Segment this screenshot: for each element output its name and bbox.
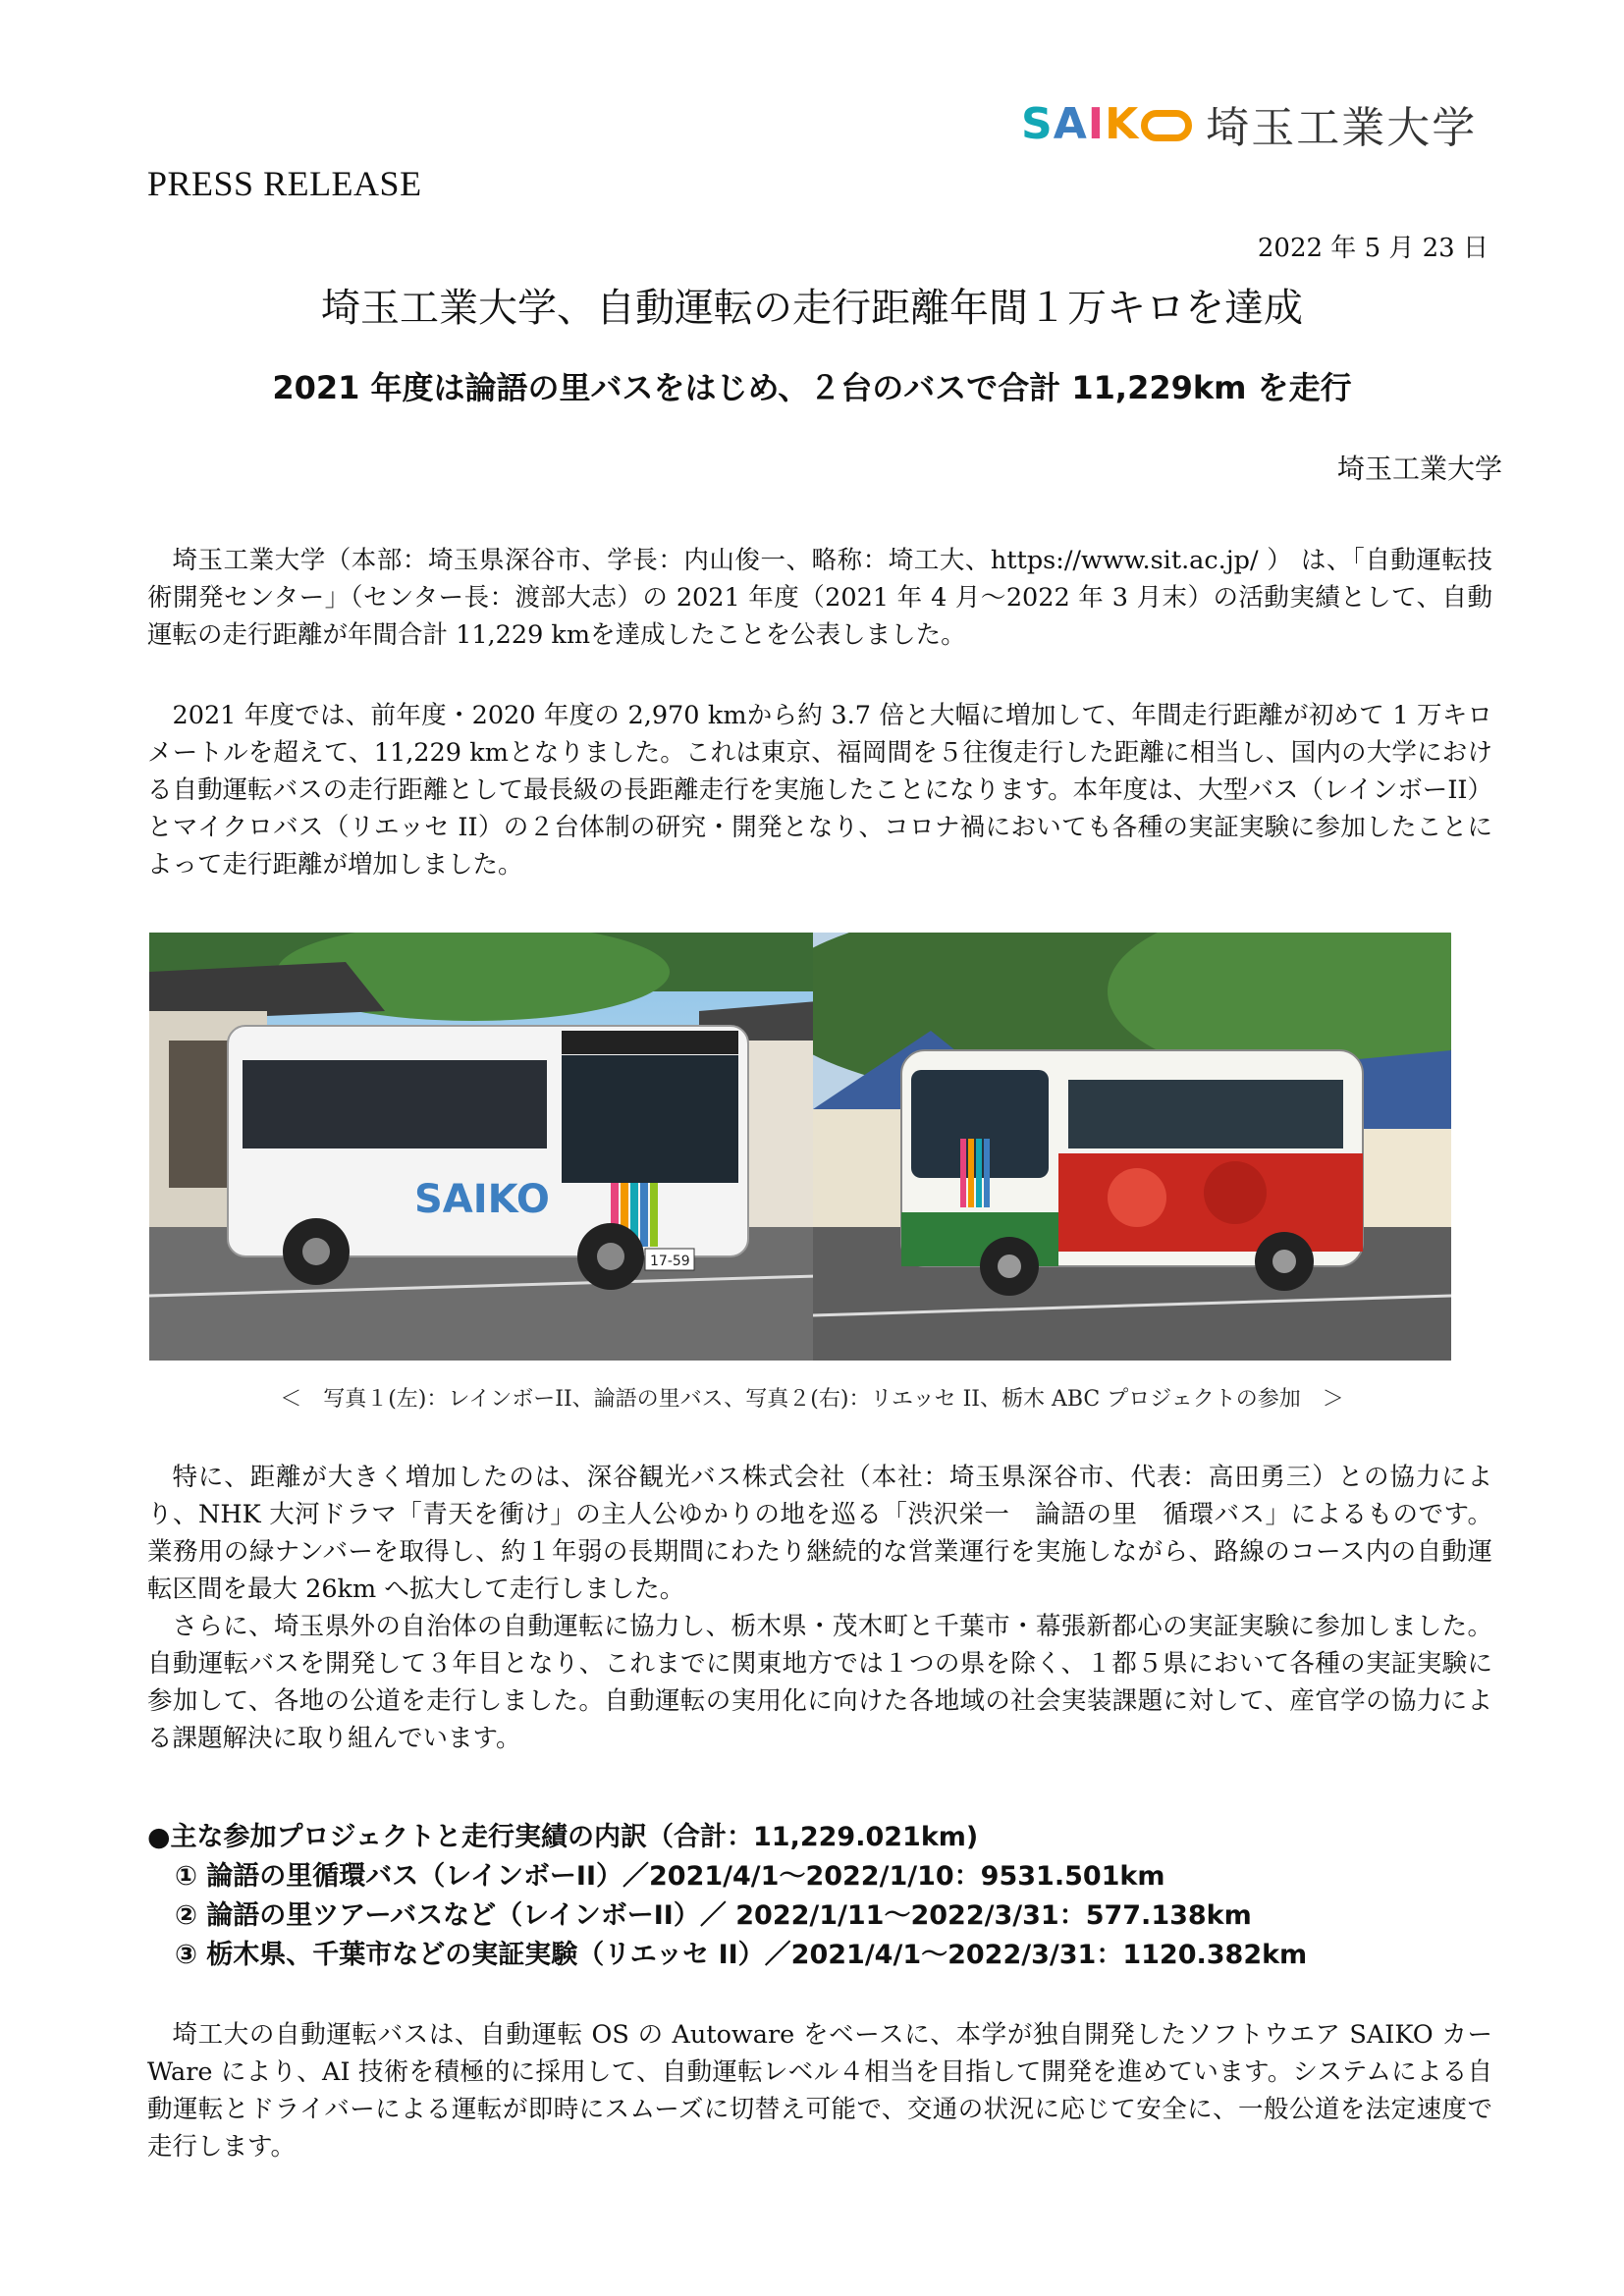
paragraph-technology: 埼工大の自動運転バスは、自動運転 OS の Autoware をベースに、本学が独自開発したソフトウエア SAIKO カーWare により、AI 技術を積極的に採用して、自動運転レベル４相当を目指して開発を進めています。システムによる自動運転とドライバーによる運転が即時にスムーズに切替え可能で、交通の状況に応じて安全に、一般公道を法定速度で走行します。 (147, 2020, 1492, 2162)
project-item: ① 論語の里循環バス（レインボーII）／2021/4/1～2022/1/10：9531.501km (175, 1861, 1165, 1892)
paragraph-intro: 埼玉工業大学（本部：埼玉県深谷市、学長：内山俊一、略称：埼工大、https://www.sit.ac.jp/ ） は、「自動運転技術開発センター」（センター長：渡部大志）の 2021 年度（2021 年 4 月～2022 年 3 月末）の活動実績として、自動運転の走行距離が年間合計 11,229 kmを達成したことを公表しました。 (147, 546, 1492, 650)
svg-text:SAIKO: SAIKO (414, 1177, 550, 1222)
logo-university-name: 埼玉工業大学 (1206, 103, 1478, 153)
photo-liesse-bus (813, 933, 1477, 1361)
svg-text:17-59: 17-59 (650, 1254, 690, 1269)
logo-o-ring (1141, 110, 1192, 141)
project-list-heading: ●主な参加プロジェクトと走行実績の内訳（合計：11,229.021km) (147, 1822, 979, 1852)
press-release-label: PRESS RELEASE (147, 164, 422, 203)
saiko-logo-mark: S A I K (1021, 99, 1192, 149)
project-item: ③ 栃木県、千葉市などの実証実験（リエッセ II）／2021/4/1～2022/3/31：1120.382km (175, 1940, 1308, 1970)
university-logo (1021, 94, 1492, 153)
project-list (147, 1818, 1492, 1975)
page-subtitle: 2021 年度は論語の里バスをはじめ、２台のバスで合計 11,229km を走行 (272, 369, 1352, 406)
photo-strip (149, 933, 1477, 1361)
photo-rainbow-bus (149, 933, 813, 1361)
author: 埼玉工業大学 (1336, 453, 1502, 485)
page-title: 埼玉工業大学、自動運転の走行距離年間１万キロを達成 (321, 286, 1303, 331)
photo-caption: ＜ 写真１(左)：レインボーII、論語の里バス、写真２(右)：リエッセ II、栃木 ABC プロジェクトの参加 ＞ (280, 1387, 1344, 1412)
release-date: 2022 年 5 月 23 日 (1257, 234, 1489, 263)
paragraph-results: 2021 年度では、前年度・2020 年度の 2,970 kmから約 3.7 倍と大幅に増加して、年間走行距離が初めて 1 万キロメートルを超えて、11,229 kmとなりました。これは東京、福岡間を５往復走行した距離に相当し、国内の大学における自動運転バスの走行距離として最長級の長距離走行を実施したことになります。本年度は、大型バス（レインボーII）とマイクロバス（リエッセ II）の２台体制の研究・開発となり、コロナ禍においても各種の実証実験に参加したことによって走行距離が増加しました。 (147, 701, 1492, 880)
paragraph-details: 特に、距離が大きく増加したのは、深谷観光バス株式会社（本社：埼玉県深谷市、代表：高田勇三）との協力により、NHK 大河ドラマ「青天を衝け」の主人公ゆかりの地を巡る「渋沢栄一 論語の里 循環バス」によるものです。業務用の緑ナンバーを取得し、約１年弱の長期間にわたり継続的な営業運行を実施しながら、路線のコース内の自動運転区間を最大 26km へ拡大して走行しました。 さらに、埼玉県外の自治体の自動運転に協力し、栃木県・茂木町と千葉市・幕張新都心の実証実験に参加しました。自動運転バスを開発して３年目となり、これまでに関東地方では１つの県を除く、１都５県において各種の実証実験に参加して、各地の公道を走行しました。自動運転の実用化に向けた各地域の社会実装課題に対して、産官学の協力による課題解決に取り組んでいます。 (147, 1463, 1492, 1753)
project-item: ② 論語の里ツアーバスなど（レインボーII）／ 2022/1/11～2022/3/31：577.138km (175, 1900, 1252, 1931)
